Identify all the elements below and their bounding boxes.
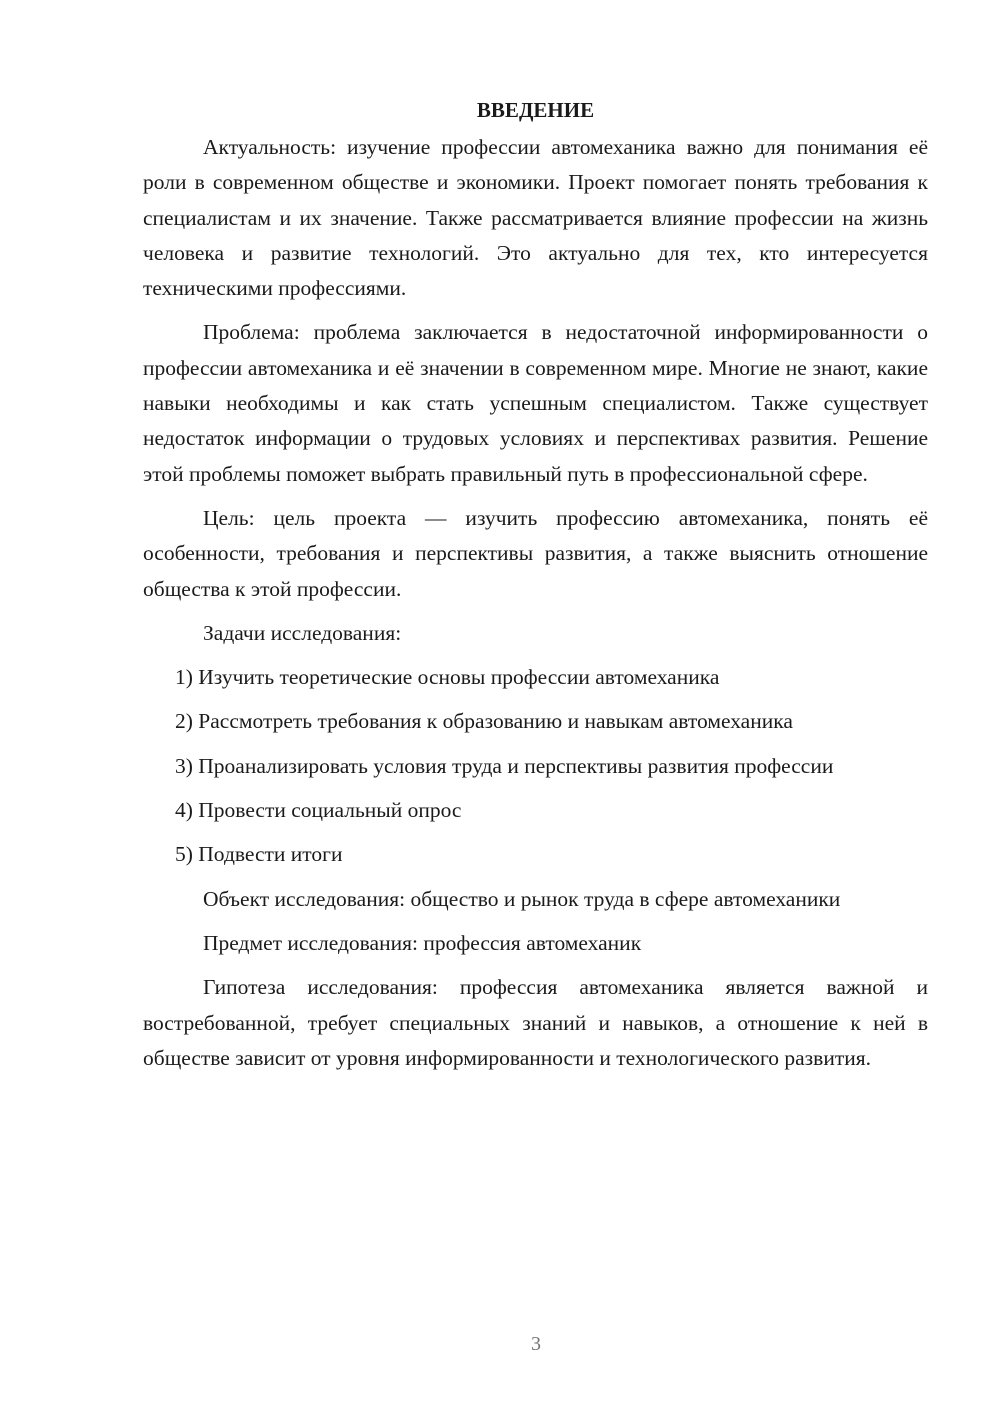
relevance-paragraph: Актуальность: изучение профессии автомеханика важно для понимания её роли в современном обществе и экономики. Проект помогает понять требования к специалистам и их значение. Также рассматривается влияние профессии на жизнь человека и развитие технологий. Это актуально для тех, кто интересуется техническими профессиями. — [143, 135, 928, 301]
section-heading: ВВЕДЕНИЕ — [476, 98, 595, 122]
task-item: 1) Изучить теоретические основы профессии автомеханика — [175, 665, 720, 690]
task-item: 3) Проанализировать условия труда и перспективы развития профессии — [175, 753, 834, 778]
problem-paragraph: Проблема: проблема заключается в недостаточной информированности о профессии автомеханика и её значении в современном мире. Многие не знают, какие навыки необходимы и как стать успешным специалистом. Также существует недостаток информации о трудовых условиях и перспективах развития. Решение этой проблемы поможет выбрать правильный путь в профессиональной сфере. — [143, 320, 928, 486]
hypothesis-paragraph: Гипотеза исследования: профессия автомеханика является важной и востребованной, требует специальных знаний и навыков, а отношение к ней в обществе зависит от уровня информированности и технологического развития. — [143, 975, 928, 1070]
page-number: 3 — [531, 1333, 541, 1355]
goal-paragraph: Цель: цель проекта — изучить профессию автомеханика, понять её особенности, требования и перспективы развития, а также выяснить отношение общества к этой профессии. — [143, 505, 928, 601]
subject-paragraph: Предмет исследования: профессия автомеханик — [203, 930, 642, 955]
document-page — [143, 94, 928, 1324]
tasks-intro: Задачи исследования: — [203, 620, 402, 645]
task-item: 2) Рассмотреть требования к образованию и навыкам автомеханика — [175, 709, 793, 734]
object-paragraph: Объект исследования: общество и рынок труда в сфере автомеханики — [203, 886, 841, 911]
task-item: 5) Подвести итоги — [175, 842, 343, 867]
task-item: 4) Провести социальный опрос — [175, 798, 462, 823]
